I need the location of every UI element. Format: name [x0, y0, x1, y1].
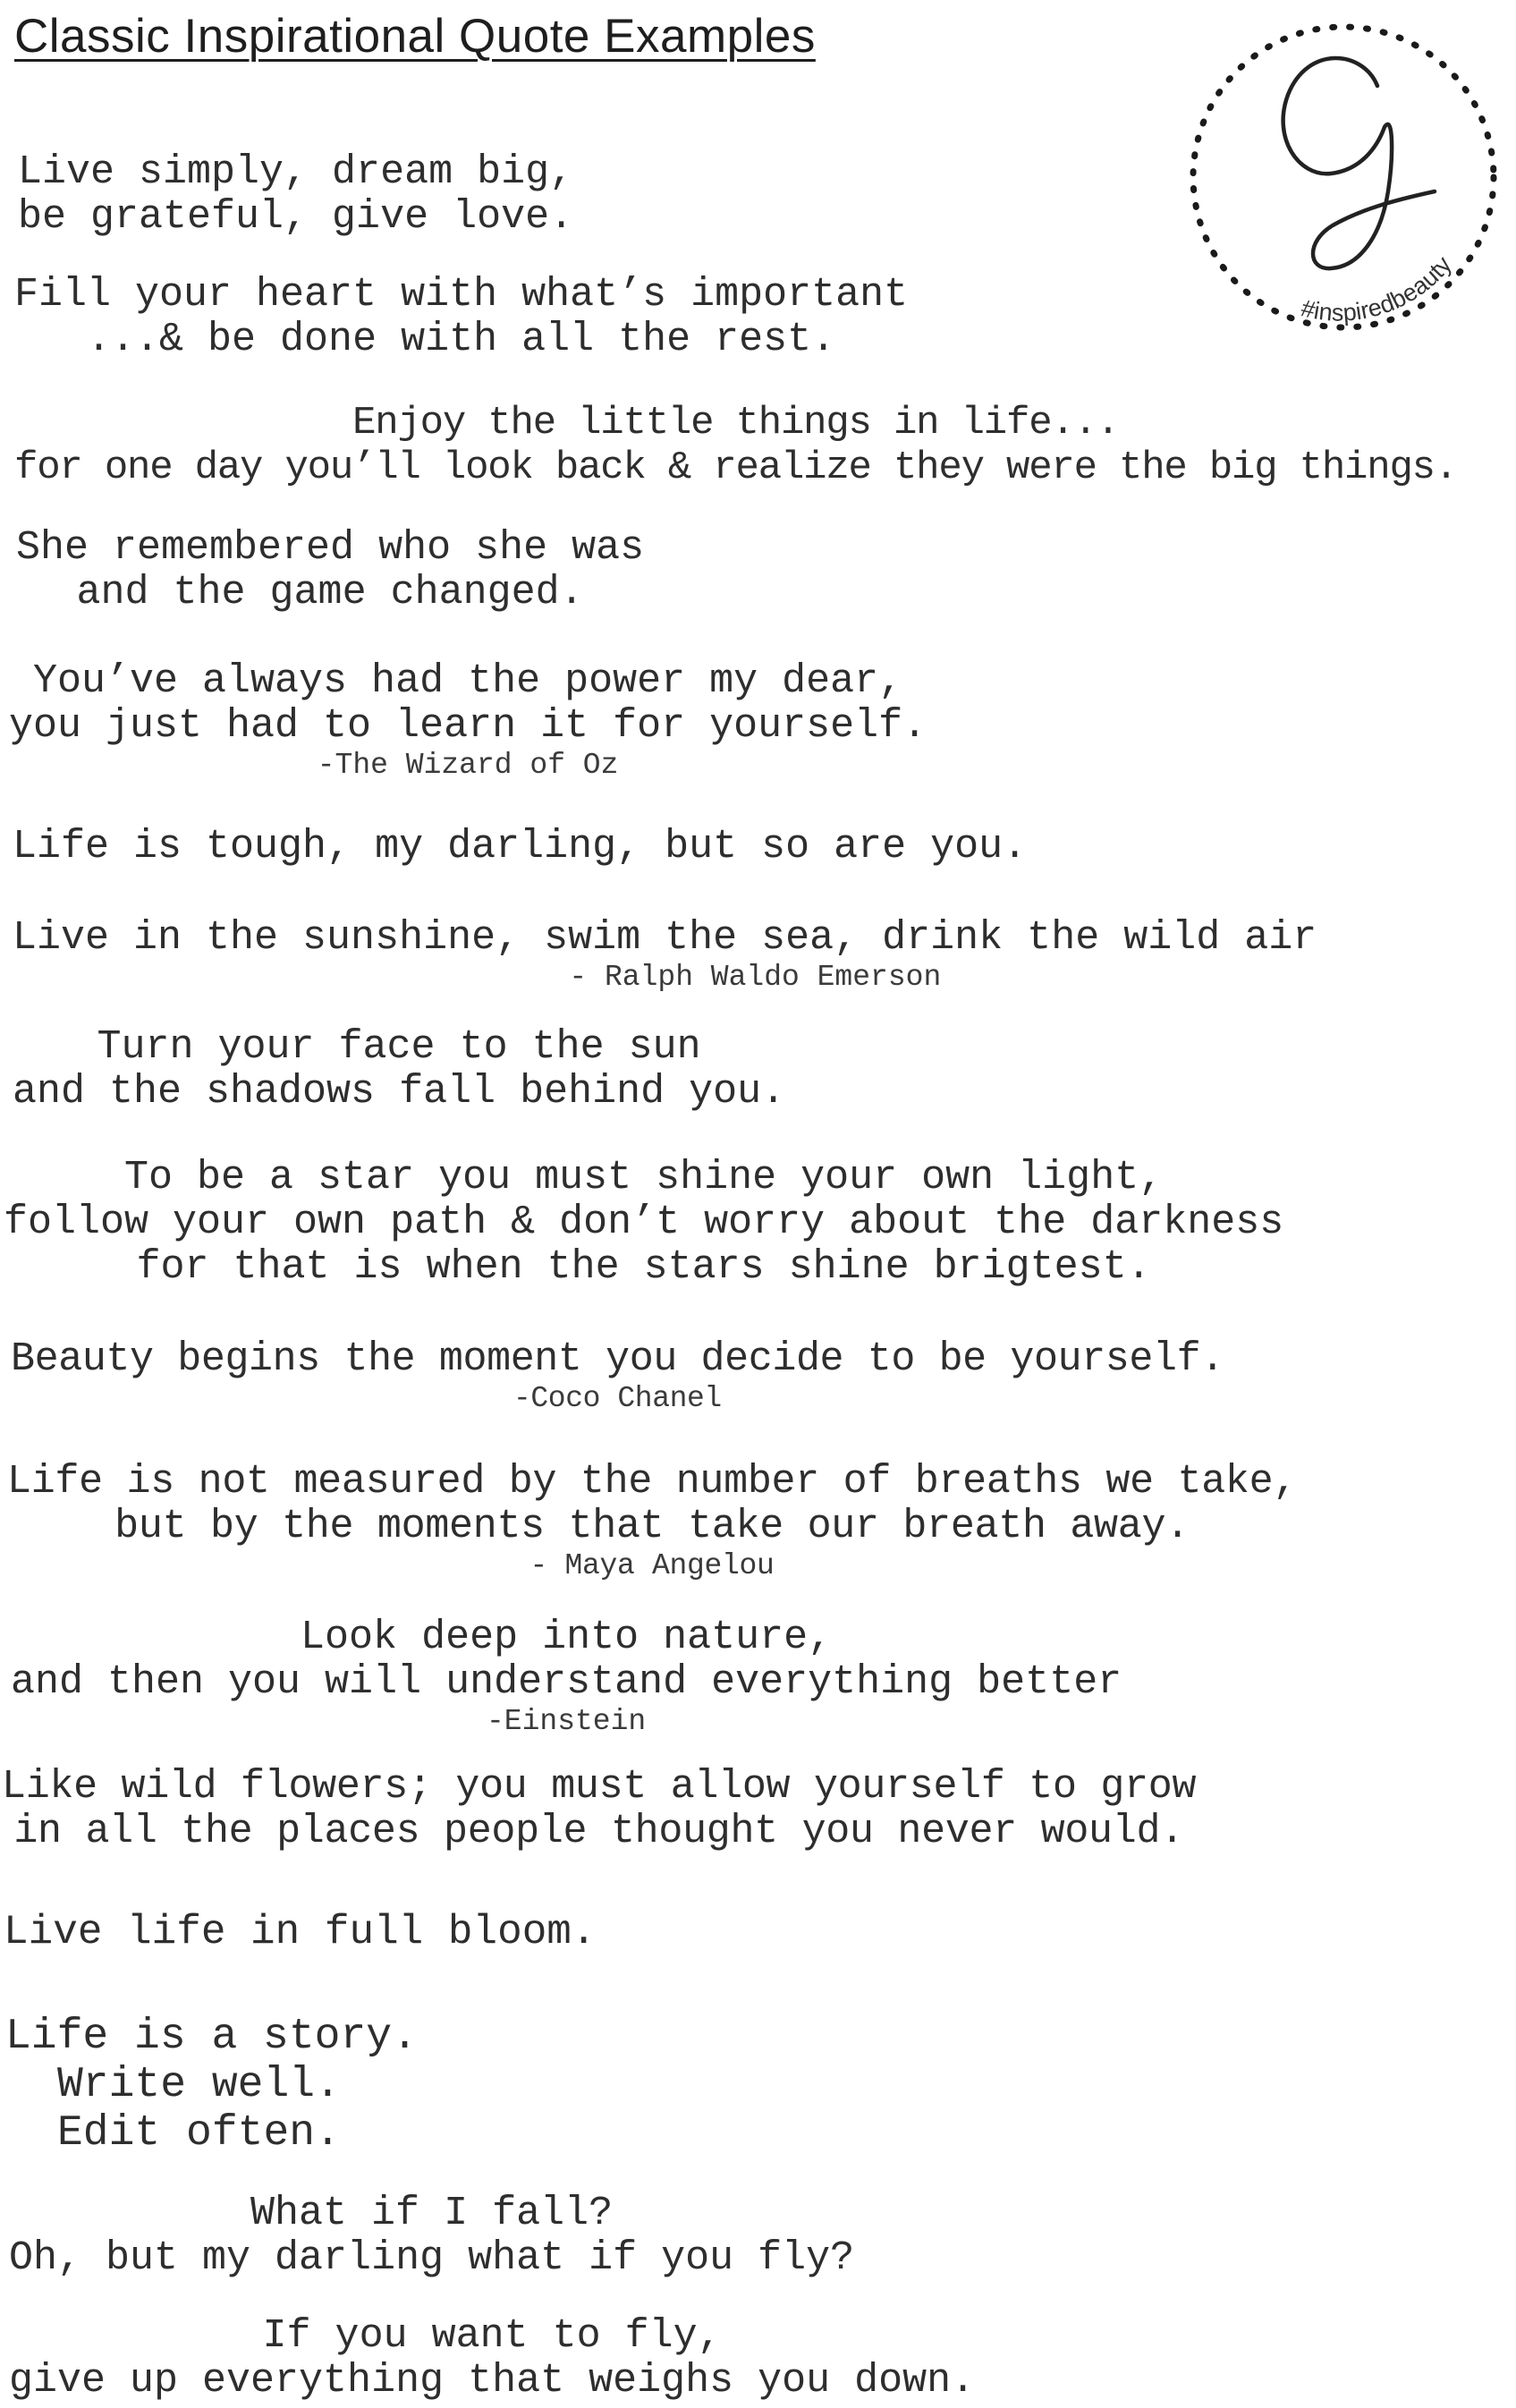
quote-line: for that is when the stars shine brigtest.	[136, 1244, 1151, 1290]
logo-dotted-ring	[1193, 27, 1494, 327]
quote-11	[7, 1460, 1297, 1583]
logo-tag-text: #inspiredbeauty	[1298, 250, 1457, 326]
quote-attribution: - Maya Angelou	[529, 1549, 775, 1582]
quote-line: If you want to fly,	[262, 2313, 722, 2359]
quote-attribution: -Einstein	[486, 1705, 647, 1738]
quote-line: She remembered who she was	[16, 525, 645, 571]
quote-line: You’ve always had the power my dear,	[33, 658, 903, 704]
quote-line: Oh, but my darling what if you fly?	[9, 2235, 855, 2281]
quote-line: and then you will understand everything better	[11, 1659, 1122, 1705]
quote-5	[9, 659, 927, 783]
quote-line: give up everything that weighs you down.	[9, 2358, 976, 2404]
quote-line: Fill your heart with what’s important	[14, 272, 909, 318]
quote-8	[13, 1025, 785, 1115]
quote-line: Life is not measured by the number of breaths we take,	[7, 1459, 1298, 1505]
quote-line: but by the moments that take our breath away.	[114, 1504, 1190, 1549]
quote-line: ...& be done with all the rest.	[87, 317, 836, 362]
quote-line: Live in the sunshine, swim the sea, drink the wild air	[13, 915, 1317, 961]
quote-attribution: - Ralph Waldo Emerson	[569, 961, 942, 994]
quote-2	[14, 273, 908, 362]
quote-line: Life is tough, my darling, but so are you.	[13, 824, 1028, 869]
quote-16	[9, 2192, 854, 2281]
quote-17	[9, 2314, 975, 2404]
quote-line: Edit often.	[57, 2109, 341, 2158]
quote-3	[14, 401, 1457, 490]
logo-script-g	[1283, 58, 1435, 268]
quote-9	[4, 1156, 1283, 1290]
quote-4	[16, 526, 644, 615]
quote-line: in all the places people thought you never would.	[13, 1809, 1184, 1854]
quote-line: What if I fall?	[250, 2191, 614, 2236]
quote-14	[4, 1910, 597, 1954]
quote-line: To be a star you must shine your own light,	[124, 1155, 1164, 1200]
quote-line: Life is a story.	[5, 2013, 418, 2061]
quote-line: Beauty begins the moment you decide to be yourself.	[11, 1336, 1224, 1382]
quote-15	[5, 2013, 418, 2158]
quote-line: for one day you’ll look back & realize they were the big things.	[14, 445, 1458, 490]
quote-line: Look deep into nature,	[301, 1615, 833, 1660]
page-title: Classic Inspirational Quote Examples	[14, 10, 816, 63]
quote-attribution: -Coco Chanel	[512, 1382, 722, 1415]
quote-13	[2, 1765, 1196, 1854]
quote-7	[13, 916, 1317, 995]
quote-attribution: -The Wizard of Oz	[317, 749, 619, 782]
quote-line: be grateful, give love.	[18, 194, 574, 240]
quote-10	[11, 1337, 1224, 1416]
quote-12	[11, 1615, 1122, 1739]
quote-line: you just had to learn it for yourself.	[9, 703, 927, 749]
inspired-beauty-logo	[1173, 7, 1513, 347]
quote-line: Turn your face to the sun	[97, 1024, 701, 1070]
quote-line: and the shadows fall behind you.	[13, 1069, 786, 1115]
quote-line: Write well.	[57, 2061, 341, 2109]
quote-line: Enjoy the little things in life...	[352, 401, 1120, 445]
quote-1	[18, 150, 573, 240]
quote-line: and the game changed.	[76, 570, 584, 615]
quote-6	[13, 825, 1027, 869]
quote-line: Live simply, dream big,	[18, 149, 574, 195]
quote-line: Live life in full bloom.	[4, 1909, 597, 1955]
quote-line: follow your own path & don’t worry about the darkness	[4, 1200, 1284, 1245]
quote-line: Like wild flowers; you must allow yourself to grow	[2, 1764, 1197, 1810]
